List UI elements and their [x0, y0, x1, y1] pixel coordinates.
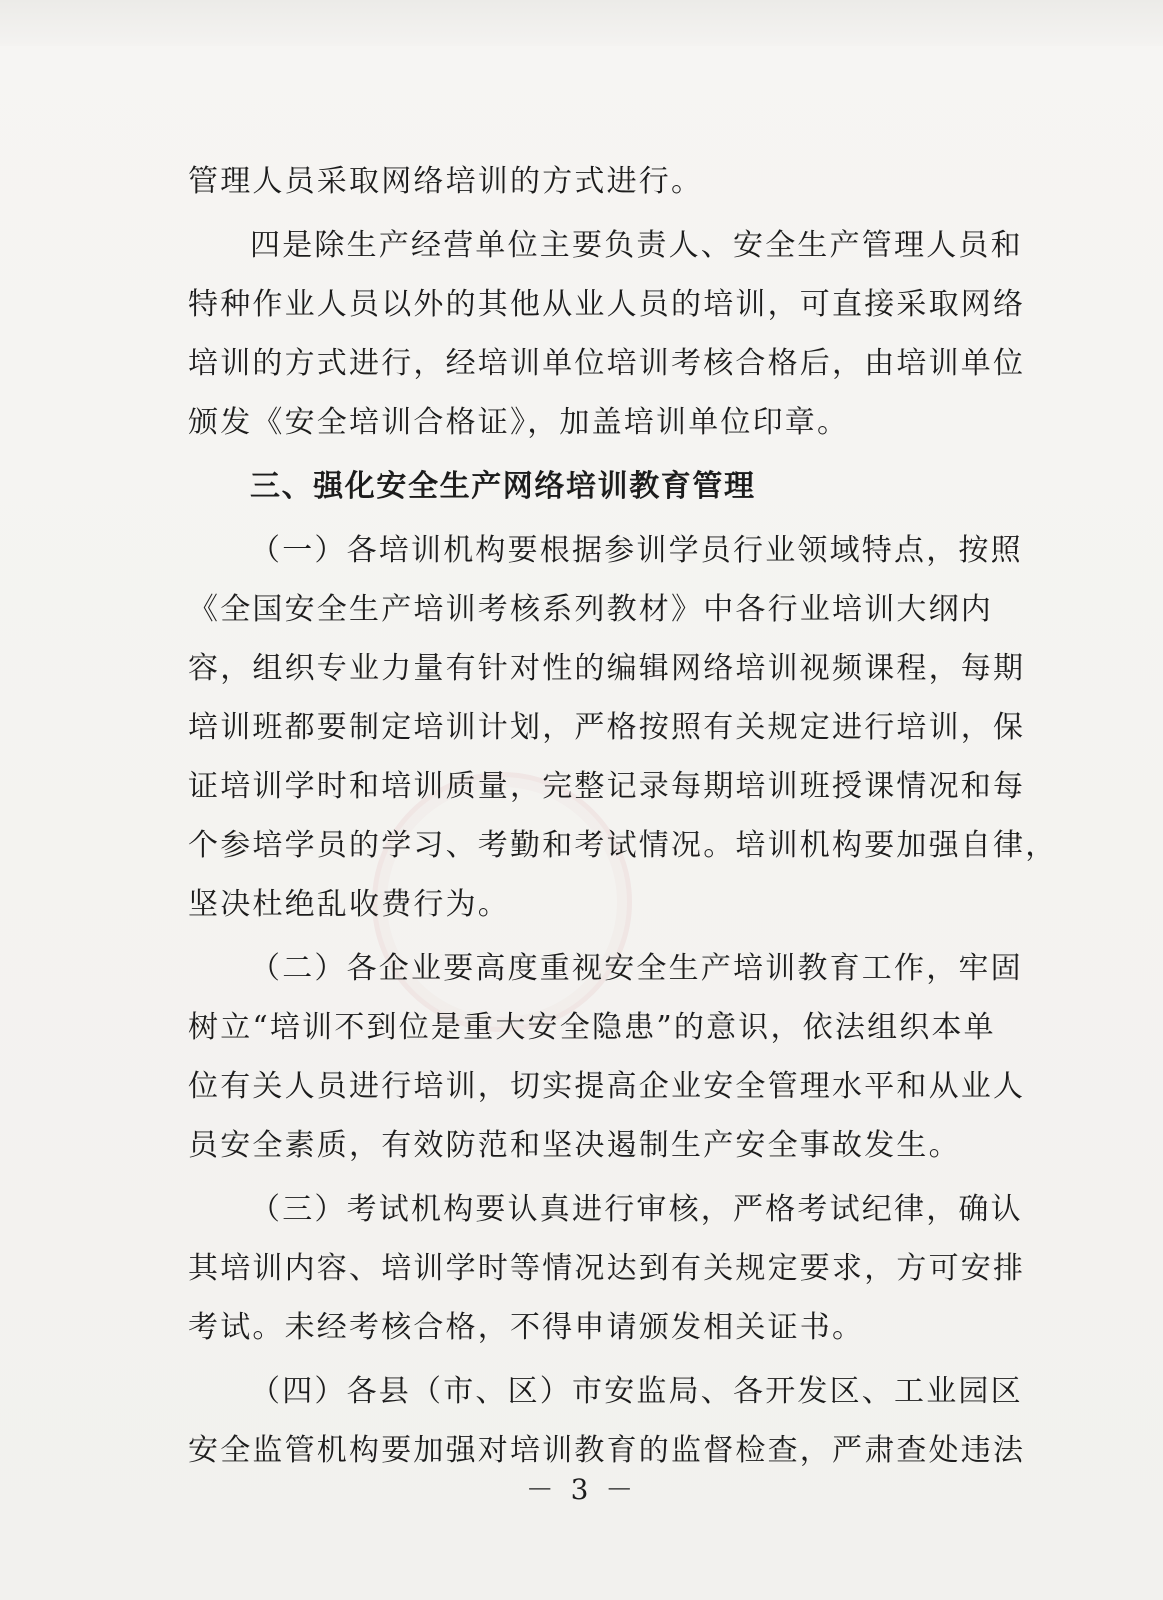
text-line: 特种作业人员以外的其他从业人员的培训，可直接采取网络 [188, 287, 1026, 322]
text-line: （一）各培训机构要根据参训学员行业领域特点，按照 [250, 533, 1023, 568]
text-line: （三）考试机构要认真进行审核，严格考试纪律，确认 [250, 1192, 1023, 1227]
text-line: 颁发《安全培训合格证》，加盖培训单位印章。 [188, 405, 850, 440]
text-line: 个参培学员的学习、考勤和考试情况。培训机构要加强自律， [188, 828, 1058, 863]
text-line: 考试。未经考核合格，不得申请颁发相关证书。 [188, 1310, 865, 1345]
scan-top-edge [0, 0, 1163, 46]
text-line: 培训班都要制定培训计划，严格按照有关规定进行培训，保 [188, 710, 1026, 745]
text-line: 其培训内容、培训学时等情况达到有关规定要求，方可安排 [188, 1251, 1026, 1286]
text-line: 坚决杜绝乱收费行为。 [188, 887, 510, 922]
text-line: 《全国安全生产培训考核系列教材》中各行业培训大纲内 [188, 592, 993, 627]
text-line: （四）各县（市、区）市安监局、各开发区、工业园区 [250, 1374, 1023, 1409]
text-line: （二）各企业要高度重视安全生产培训教育工作，牢固 [250, 951, 1023, 986]
text-line: 员安全素质，有效防范和坚决遏制生产安全事故发生。 [188, 1128, 961, 1163]
text-line: 树立“培训不到位是重大安全隐患”的意识，依法组织本单 [188, 1010, 996, 1045]
text-line: 位有关人员进行培训，切实提高企业安全管理水平和从业人 [188, 1069, 1026, 1104]
text-line: 证培训学时和培训质量，完整记录每期培训班授课情况和每 [188, 769, 1026, 804]
text-line: 容，组织专业力量有针对性的编辑网络培训视频课程，每期 [188, 651, 1026, 686]
page-number: － 3 － [525, 1473, 638, 1506]
section-heading: 三、强化安全生产网络培训教育管理 [250, 469, 756, 504]
text-line: 安全监管机构要加强对培训教育的监督检查，严肃查处违法 [188, 1433, 1026, 1468]
text-line: 管理人员采取网络培训的方式进行。 [188, 164, 704, 199]
document-body [188, 152, 1058, 1480]
text-line: 培训的方式进行，经培训单位培训考核合格后，由培训单位 [188, 346, 1026, 381]
text-line: 四是除生产经营单位主要负责人、安全生产管理人员和 [250, 228, 1023, 263]
